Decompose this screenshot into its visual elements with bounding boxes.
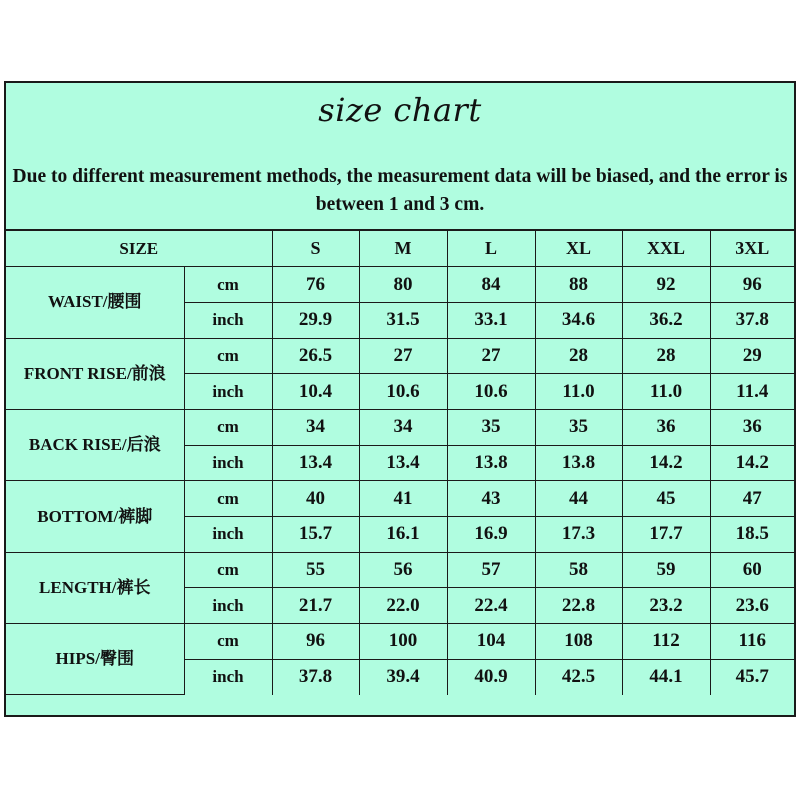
- measurement-label: LENGTH/裤长: [6, 552, 184, 623]
- measurement-value: 13.8: [447, 445, 535, 481]
- measurement-value: 29.9: [272, 302, 359, 338]
- measurement-value: 37.8: [710, 302, 794, 338]
- measurement-value: 96: [710, 267, 794, 303]
- measurement-value: 10.6: [359, 374, 447, 410]
- measurement-row: [6, 338, 794, 374]
- size-table: [6, 231, 794, 695]
- measurement-value: 10.6: [447, 374, 535, 410]
- unit-label: cm: [184, 267, 272, 303]
- measurement-value: 40.9: [447, 659, 535, 695]
- measurement-value: 36: [710, 409, 794, 445]
- unit-label: inch: [184, 302, 272, 338]
- measurement-value: 13.8: [535, 445, 622, 481]
- measurement-value: 60: [710, 552, 794, 588]
- measurement-value: 21.7: [272, 588, 359, 624]
- unit-label: cm: [184, 481, 272, 517]
- measurement-value: 13.4: [359, 445, 447, 481]
- measurement-value: 37.8: [272, 659, 359, 695]
- measurement-value: 22.4: [447, 588, 535, 624]
- measurement-row: [6, 267, 794, 303]
- measurement-value: 104: [447, 624, 535, 660]
- size-header-row: [6, 231, 794, 267]
- measurement-value: 34: [272, 409, 359, 445]
- measurement-value: 58: [535, 552, 622, 588]
- unit-label: cm: [184, 409, 272, 445]
- size-label: S: [272, 231, 359, 267]
- measurement-value: 11.0: [535, 374, 622, 410]
- measurement-value: 22.0: [359, 588, 447, 624]
- size-label: XL: [535, 231, 622, 267]
- measurement-value: 47: [710, 481, 794, 517]
- measurement-value: 76: [272, 267, 359, 303]
- measurement-value: 16.9: [447, 517, 535, 553]
- unit-label: inch: [184, 445, 272, 481]
- measurement-value: 28: [622, 338, 710, 374]
- measurement-value: 96: [272, 624, 359, 660]
- unit-label: cm: [184, 552, 272, 588]
- measurement-value: 16.1: [359, 517, 447, 553]
- unit-label: inch: [184, 517, 272, 553]
- measurement-label: FRONT RISE/前浪: [6, 338, 184, 409]
- unit-label: inch: [184, 374, 272, 410]
- measurement-value: 43: [447, 481, 535, 517]
- measurement-value: 35: [447, 409, 535, 445]
- measurement-value: 14.2: [622, 445, 710, 481]
- measurement-value: 112: [622, 624, 710, 660]
- size-label: M: [359, 231, 447, 267]
- size-label: XXL: [622, 231, 710, 267]
- measurement-value: 28: [535, 338, 622, 374]
- measurement-value: 27: [447, 338, 535, 374]
- measurement-value: 35: [535, 409, 622, 445]
- measurement-value: 23.2: [622, 588, 710, 624]
- measurement-value: 22.8: [535, 588, 622, 624]
- measurement-value: 31.5: [359, 302, 447, 338]
- measurement-value: 17.3: [535, 517, 622, 553]
- measurement-value: 45.7: [710, 659, 794, 695]
- measurement-value: 116: [710, 624, 794, 660]
- size-header-cell: SIZE: [6, 231, 272, 267]
- measurement-value: 34: [359, 409, 447, 445]
- size-label: 3XL: [710, 231, 794, 267]
- measurement-value: 13.4: [272, 445, 359, 481]
- measurement-value: 80: [359, 267, 447, 303]
- size-chart: [4, 81, 796, 717]
- measurement-value: 18.5: [710, 517, 794, 553]
- measurement-value: 40: [272, 481, 359, 517]
- measurement-value: 27: [359, 338, 447, 374]
- measurement-value: 11.4: [710, 374, 794, 410]
- measurement-value: 88: [535, 267, 622, 303]
- measurement-value: 92: [622, 267, 710, 303]
- measurement-value: 26.5: [272, 338, 359, 374]
- unit-label: inch: [184, 659, 272, 695]
- measurement-value: 84: [447, 267, 535, 303]
- measurement-value: 10.4: [272, 374, 359, 410]
- size-label: L: [447, 231, 535, 267]
- measurement-value: 44: [535, 481, 622, 517]
- measurement-value: 42.5: [535, 659, 622, 695]
- measurement-value: 45: [622, 481, 710, 517]
- measurement-value: 23.6: [710, 588, 794, 624]
- measurement-value: 29: [710, 338, 794, 374]
- measurement-value: 33.1: [447, 302, 535, 338]
- measurement-value: 15.7: [272, 517, 359, 553]
- size-table-body: [6, 231, 794, 695]
- measurement-value: 11.0: [622, 374, 710, 410]
- measurement-row: [6, 481, 794, 517]
- unit-label: cm: [184, 624, 272, 660]
- measurement-value: 100: [359, 624, 447, 660]
- measurement-value: 108: [535, 624, 622, 660]
- measurement-label: HIPS/臀围: [6, 624, 184, 695]
- measurement-value: 55: [272, 552, 359, 588]
- measurement-label: BACK RISE/后浪: [6, 409, 184, 480]
- measurement-value: 44.1: [622, 659, 710, 695]
- measurement-value: 39.4: [359, 659, 447, 695]
- measurement-value: 41: [359, 481, 447, 517]
- measurement-value: 36.2: [622, 302, 710, 338]
- measurement-row: [6, 409, 794, 445]
- chart-header: [6, 83, 794, 231]
- chart-title: size chart: [318, 91, 482, 129]
- measurement-value: 36: [622, 409, 710, 445]
- measurement-label: BOTTOM/裤脚: [6, 481, 184, 552]
- unit-label: cm: [184, 338, 272, 374]
- measurement-label: WAIST/腰围: [6, 267, 184, 338]
- measurement-note: Due to different measurement methods, the measurement data will be biased, and the error is between 1 and 3 cm.: [12, 166, 788, 215]
- unit-label: inch: [184, 588, 272, 624]
- measurement-value: 14.2: [710, 445, 794, 481]
- measurement-value: 56: [359, 552, 447, 588]
- measurement-value: 17.7: [622, 517, 710, 553]
- measurement-value: 57: [447, 552, 535, 588]
- measurement-row: [6, 624, 794, 660]
- measurement-row: [6, 552, 794, 588]
- measurement-value: 59: [622, 552, 710, 588]
- measurement-value: 34.6: [535, 302, 622, 338]
